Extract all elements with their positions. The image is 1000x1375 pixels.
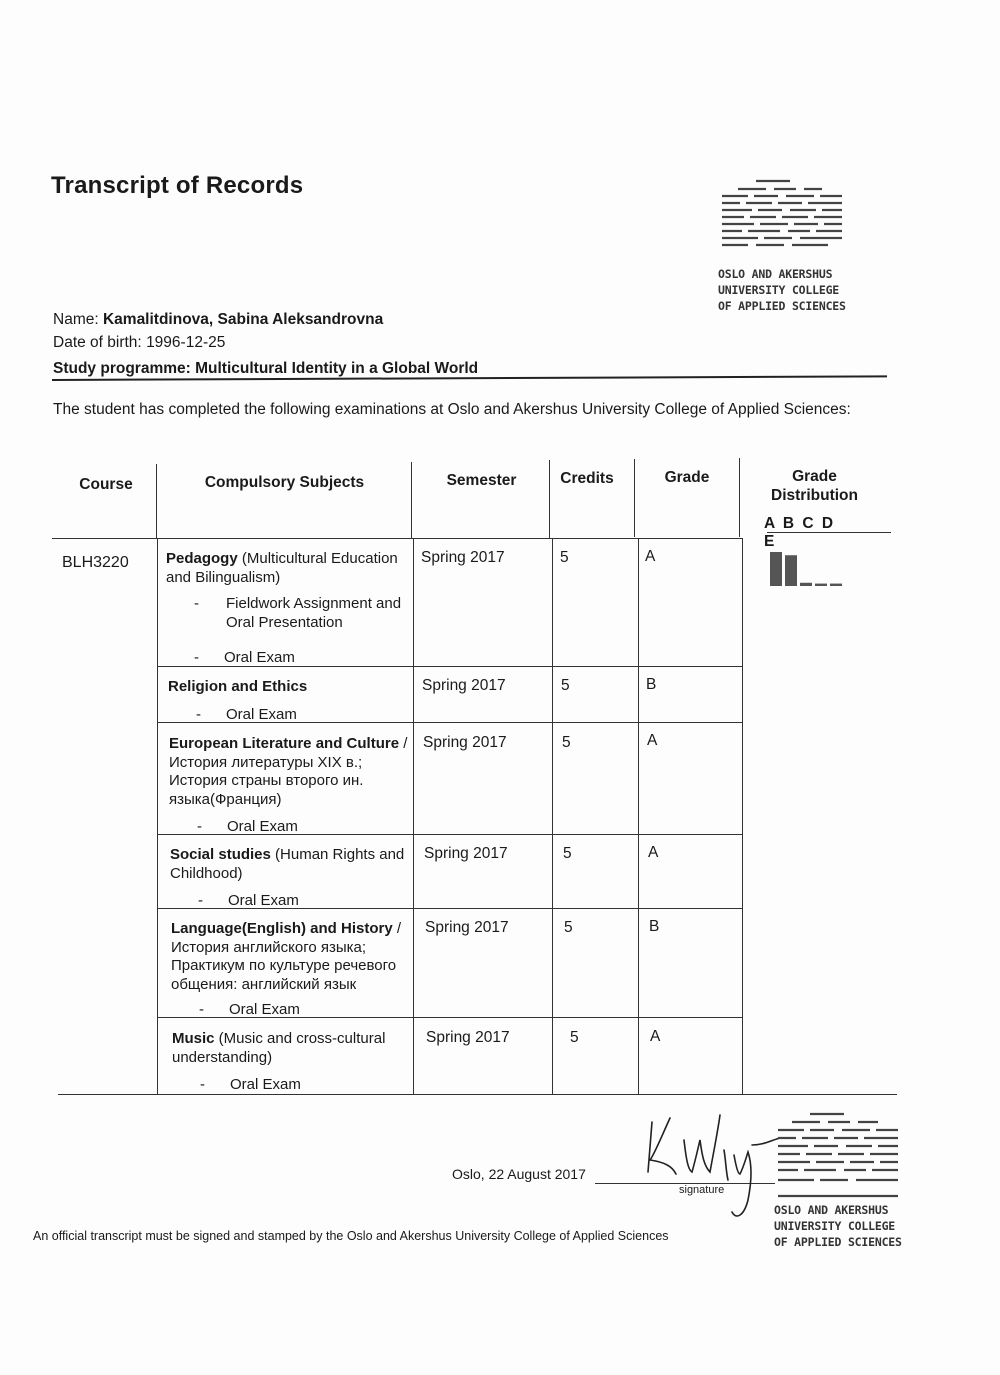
table-row: Music (Music and cross-cultural understanding) [172, 1030, 386, 1066]
col-rule [413, 538, 414, 1094]
distribution-bar-e [830, 584, 842, 586]
credits-value: 5 [561, 677, 570, 694]
stamp-institution-name: OSLO AND AKERSHUS UNIVERSITY COLLEGE OF APPLIED SCIENCES [774, 1203, 902, 1249]
col-rule [638, 538, 639, 1094]
credits-value: 5 [570, 1029, 579, 1046]
credits-value: 5 [564, 919, 573, 936]
programme-label: Study programme: [53, 360, 191, 377]
table-bottom-rule [58, 1094, 897, 1095]
place-date: Oslo, 22 August 2017 [452, 1166, 586, 1182]
header-credits: Credits [560, 470, 614, 487]
student-name [53, 311, 383, 329]
distribution-letters: A B C D E [764, 515, 836, 550]
signature-label: signature [679, 1184, 725, 1196]
dob-label: Date of birth: [53, 334, 142, 351]
course-code: BLH3220 [62, 554, 129, 571]
distribution-rule [767, 532, 891, 533]
date-of-birth [53, 334, 225, 352]
page-title: Transcript of Records [51, 172, 304, 199]
distribution-bar-c [800, 583, 812, 586]
grade-value: B [649, 918, 660, 935]
credits-value: 5 [560, 549, 569, 566]
semester-value: Spring 2017 [422, 677, 506, 694]
handwritten-signature [640, 1100, 790, 1225]
header-grade: Grade [664, 469, 710, 486]
header-distribution: Grade Distribution [771, 468, 858, 504]
study-programme [53, 360, 478, 378]
grade-distribution-chart [768, 550, 858, 590]
transcript-table [52, 458, 897, 1098]
col-rule [156, 464, 157, 538]
assessment: - Oral Exam [199, 1001, 300, 1018]
distribution-bar-d [815, 584, 827, 586]
grade-value: A [648, 844, 659, 861]
assessment: - Fieldwork Assignment and Oral Presentation [194, 595, 402, 631]
name-label: Name: [53, 311, 99, 328]
grade-value: A [650, 1028, 661, 1045]
semester-value: Spring 2017 [421, 549, 505, 566]
table-row: Pedagogy (Multicultural Education and Bilingualism) [166, 550, 398, 586]
header-course: Course [79, 476, 133, 493]
table-row: Language(English) and History / История английского языка; Практикум по культуре речевого общения: английский язык [171, 920, 402, 993]
institution-stamp [774, 1110, 904, 1250]
assessment: - Oral Exam [194, 649, 295, 666]
credits-value: 5 [562, 734, 571, 751]
col-rule [411, 462, 412, 538]
grade-value: A [647, 732, 658, 749]
assessment: - Oral Exam [197, 818, 298, 835]
dob-value: 1996-12-25 [146, 334, 226, 351]
semester-value: Spring 2017 [425, 919, 509, 936]
assessment: - Oral Exam [198, 892, 299, 909]
logo-mark [718, 178, 846, 258]
stamp-mark [774, 1110, 900, 1200]
assessment: - Oral Exam [196, 706, 297, 723]
col-rule [157, 538, 158, 1094]
col-rule [634, 459, 635, 537]
grade-value: B [646, 676, 657, 693]
institution-logo [718, 178, 848, 314]
row-rule [157, 666, 742, 667]
semester-value: Spring 2017 [424, 845, 508, 862]
col-rule [549, 460, 550, 538]
header-subjects: Compulsory Subjects [204, 474, 365, 491]
footer-note: An official transcript must be signed and stamped by the Oslo and Akershus University College of Applied Sciences [33, 1229, 669, 1243]
table-row: European Literature and Culture / История литературы XIX в.; История страны второго ин. языка(Франция) [169, 735, 408, 808]
table-row: Social studies (Human Rights and Childhood) [170, 846, 405, 882]
col-rule [739, 458, 740, 537]
table-row: Religion and Ethics [168, 678, 308, 695]
distribution-bar-b [785, 555, 797, 586]
distribution-bar-a [770, 552, 782, 586]
intro-text: The student has completed the following examinations at Oslo and Akershus University College of Applied Sciences: [53, 401, 851, 418]
credits-value: 5 [563, 845, 572, 862]
institution-name: OSLO AND AKERSHUS UNIVERSITY COLLEGE OF APPLIED SCIENCES [718, 267, 846, 313]
header-semester: Semester [446, 472, 517, 489]
assessment: - Oral Exam [200, 1076, 301, 1093]
name-value: Kamalitdinova, Sabina Aleksandrovna [102, 311, 384, 328]
col-rule [742, 538, 743, 1094]
semester-value: Spring 2017 [423, 734, 507, 751]
programme-value: Multicultural Identity in a Global World [195, 360, 479, 377]
grade-value: A [645, 548, 656, 565]
semester-value: Spring 2017 [426, 1029, 510, 1046]
col-rule [552, 538, 553, 1094]
